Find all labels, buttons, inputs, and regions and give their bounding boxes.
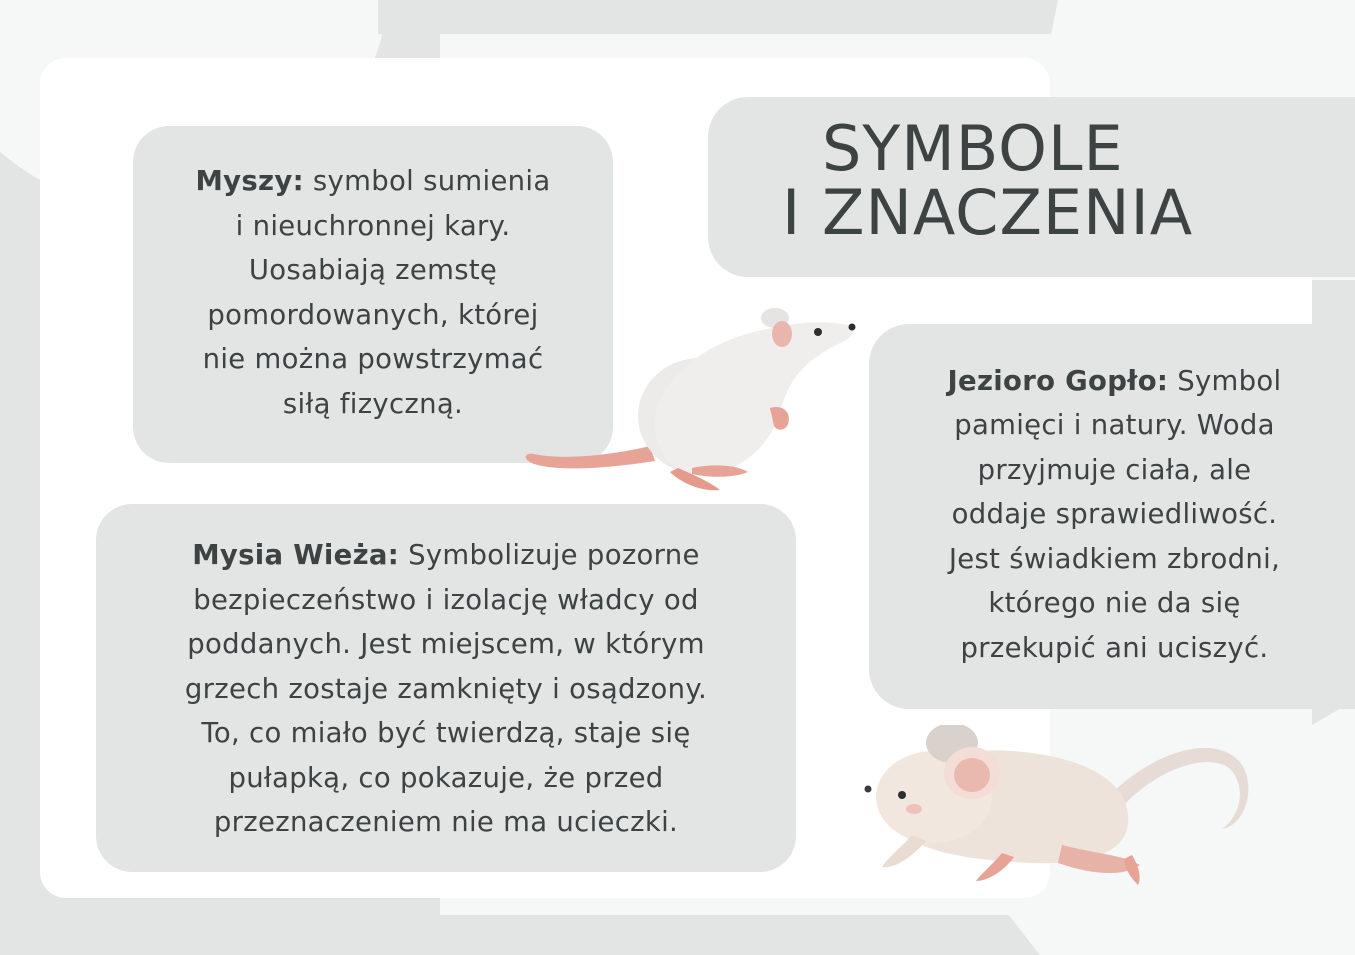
myszy-line: nie można powstrzymać (202, 343, 544, 375)
jezioro-goplo-line: pamięci i natury. Woda (954, 409, 1275, 442)
rat-nose (849, 324, 856, 331)
mysia-wieza-bubble (96, 504, 796, 872)
jezioro-goplo-bubble (869, 324, 1355, 709)
rat-torso (655, 322, 854, 474)
jezioro-goplo-text (948, 359, 1282, 671)
background-bottom-bar (0, 915, 1040, 955)
myszy-text (195, 159, 550, 426)
mysia-wieza-line: przeznaczeniem nie ma ucieczki. (213, 806, 679, 839)
mysia-wieza-line: bezpieczeństwo i izolację władcy od (193, 583, 699, 616)
mysia-wieza-line: grzech zostaje zamknięty i osądzony. (184, 672, 708, 705)
running-mouse-illustration (862, 725, 1252, 890)
mouse-eye (898, 791, 906, 799)
myszy-line: siłą fizyczną. (282, 387, 464, 420)
mysia-wieza-line: pułapką, co pokazuje, że przed (228, 761, 664, 794)
page-title-line1: SYMBOLE (822, 112, 1124, 185)
jezioro-goplo-line: przekupić ani uciszyć. (960, 631, 1269, 664)
mouse-front-leg (882, 835, 926, 867)
jezioro-goplo-line: Symbol (1168, 364, 1282, 397)
standing-rat-illustration (520, 296, 865, 501)
jezioro-goplo-label: Jezioro Gopło: (947, 364, 1169, 397)
myszy-line: pomordowanych, której (207, 298, 539, 331)
mysia-wieza-line: Symbolizuje pozorne (399, 539, 700, 572)
rat-ear-front (772, 321, 792, 347)
mouse-cheek (906, 804, 922, 814)
background-top-bar (378, 0, 1058, 34)
myszy-line: symbol sumienia (303, 165, 551, 197)
rat-hind-foot (692, 465, 748, 476)
mysia-wieza-label: Mysia Wieża: (192, 539, 400, 572)
jezioro-goplo-line: Jest świadkiem zbrodni, (948, 542, 1281, 575)
mysia-wieza-line: To, co miało być twierdzą, staje się (201, 717, 691, 750)
mysia-wieza-line: poddanych. Jest miejscem, w którym (187, 628, 705, 661)
page-title-line2: I ZNACZENIA (782, 176, 1194, 249)
myszy-line: Uosabiają zemstę (248, 254, 498, 286)
mouse-tail (1112, 748, 1248, 829)
mouse-ear-inner (954, 758, 990, 792)
myszy-label: Myszy: (195, 165, 304, 197)
mysia-wieza-text (185, 533, 707, 845)
jezioro-goplo-line: przyjmuje ciała, ale (977, 453, 1252, 486)
jezioro-goplo-line: oddaje sprawiedliwość. (951, 498, 1278, 531)
rat-eye (814, 328, 822, 336)
mouse-nose (865, 786, 872, 793)
jezioro-goplo-line: którego nie da się (988, 587, 1241, 620)
myszy-line: i nieuchronnej kary. (235, 209, 511, 242)
rat-tail (526, 446, 655, 468)
